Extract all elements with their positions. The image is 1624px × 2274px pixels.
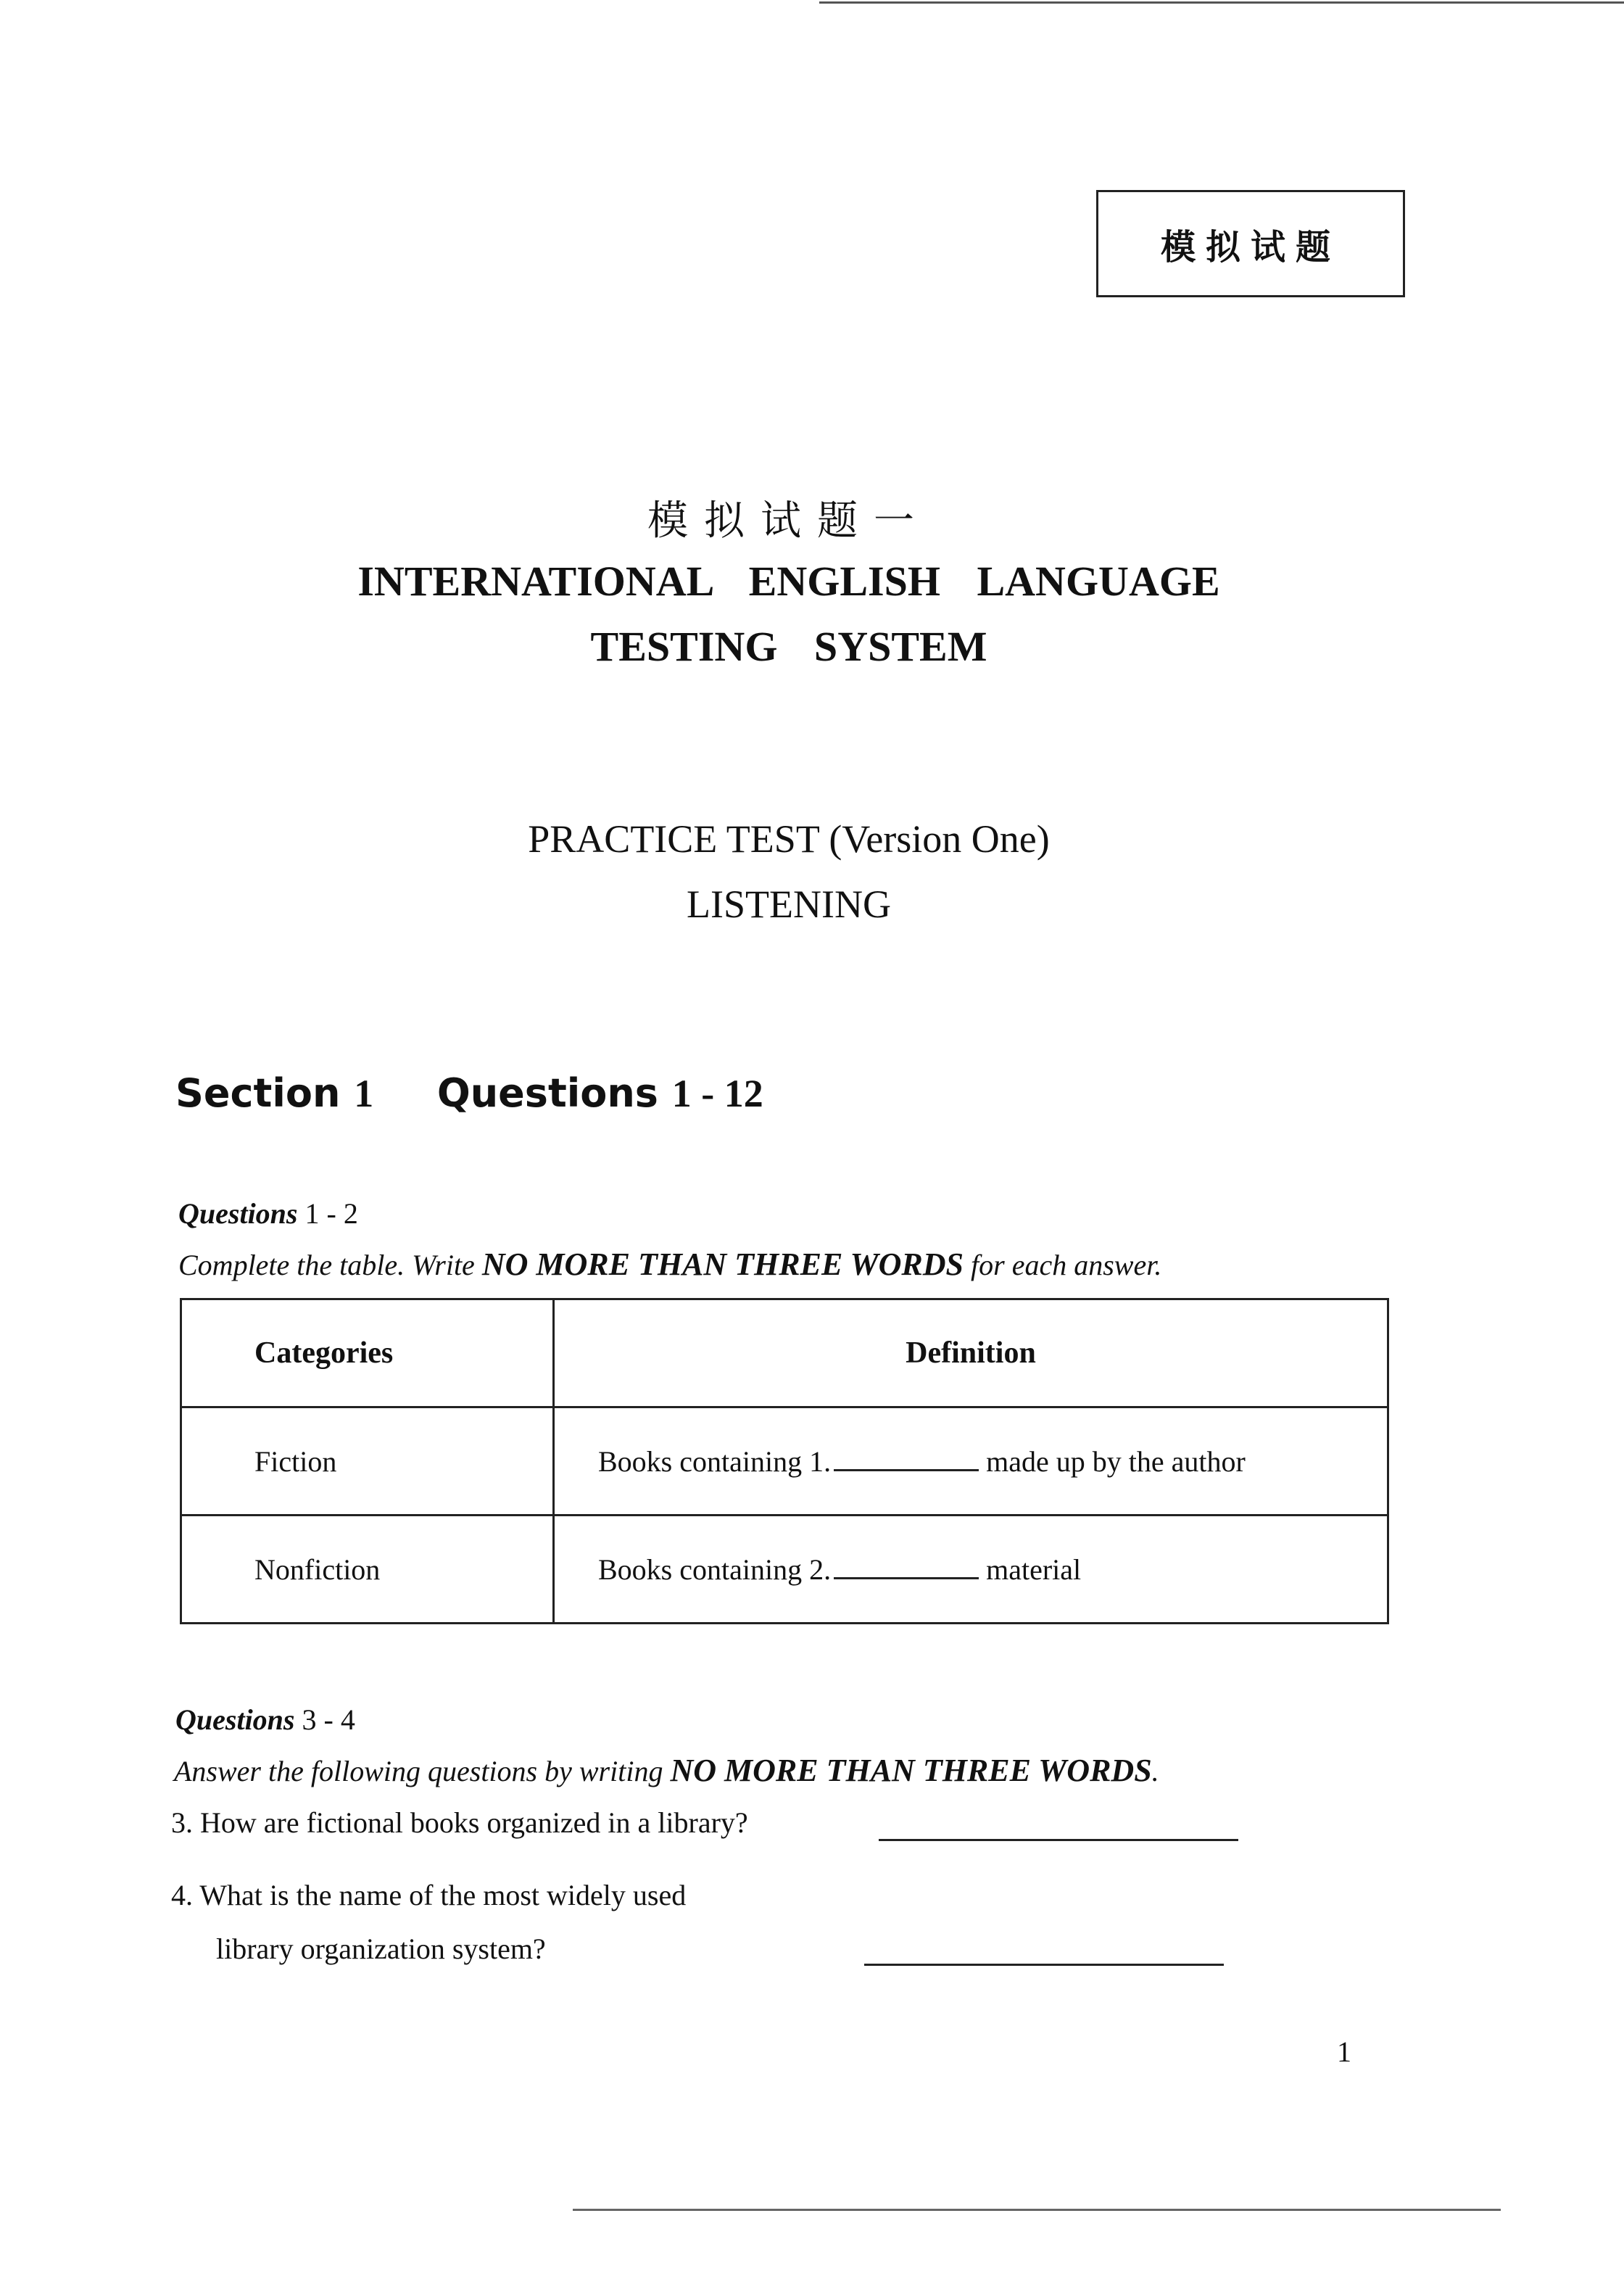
block2-label-word: Questions xyxy=(175,1703,295,1736)
block1-instruction-emph: NO MORE THAN THREE WORDS xyxy=(481,1246,964,1282)
subtitle-line1: PRACTICE TEST (Version One) xyxy=(528,817,1050,861)
answer-line-3[interactable] xyxy=(879,1839,1238,1841)
table-row xyxy=(181,1516,1388,1624)
section-questions-word: Questions xyxy=(436,1070,658,1116)
question-4-line1: 4. What is the name of the most widely used xyxy=(171,1879,687,1911)
block1-label xyxy=(178,1196,358,1231)
row-fiction-definition xyxy=(554,1407,1388,1516)
def2-post: material xyxy=(986,1552,1082,1586)
block2-instruction xyxy=(174,1752,1159,1789)
answer-blank-2[interactable] xyxy=(834,1554,979,1579)
header-definition: Definition xyxy=(554,1299,1388,1407)
def2-pre: Books containing 2. xyxy=(598,1552,832,1586)
chapter-label-box: 模拟试题 xyxy=(1096,190,1405,297)
block1-instruction-post: for each answer. xyxy=(964,1249,1162,1281)
row-nonfiction-category: Nonfiction xyxy=(181,1516,554,1624)
subtitle-line2: LISTENING xyxy=(687,882,891,926)
header-categories: Categories xyxy=(181,1299,554,1407)
block2-instruction-post: . xyxy=(1151,1755,1159,1787)
def1-post: made up by the author xyxy=(986,1444,1246,1478)
section-word: Section xyxy=(175,1070,341,1116)
section-range: 1 - 12 xyxy=(671,1072,763,1115)
answer-line-4[interactable] xyxy=(864,1964,1224,1966)
answer-blank-1[interactable] xyxy=(834,1446,979,1471)
block1-instruction xyxy=(178,1246,1161,1283)
block2-label xyxy=(175,1703,355,1737)
def1-pre: Books containing 1. xyxy=(598,1444,832,1478)
bottom-rule xyxy=(573,2209,1501,2211)
chinese-title: 模拟试题一 xyxy=(647,497,930,545)
question-4-line2: library organization system? xyxy=(216,1932,546,1965)
question-3: 3. How are fictional books organized in a library? xyxy=(171,1806,748,1839)
main-title-line1: INTERNATIONAL ENGLISH LANGUAGE xyxy=(357,558,1220,605)
row-nonfiction-definition xyxy=(554,1516,1388,1624)
section-heading xyxy=(175,1070,763,1116)
block2-label-range: 3 - 4 xyxy=(302,1703,355,1736)
block1-instruction-pre: Complete the table. Write xyxy=(178,1249,482,1281)
block2-instruction-emph: NO MORE THAN THREE WORDS xyxy=(670,1753,1152,1788)
main-title-line2: TESTING SYSTEM xyxy=(590,623,987,670)
table-header-row xyxy=(181,1299,1388,1407)
categories-table xyxy=(180,1298,1389,1624)
block1-label-word: Questions xyxy=(178,1197,298,1230)
block2-instruction-pre: Answer the following questions by writing xyxy=(174,1755,671,1787)
row-fiction-category: Fiction xyxy=(181,1407,554,1516)
table-row xyxy=(181,1407,1388,1516)
block1-label-range: 1 - 2 xyxy=(304,1197,358,1230)
page-number: 1 xyxy=(1337,2035,1351,2068)
top-rule xyxy=(819,1,1624,4)
section-number: 1 xyxy=(354,1072,374,1115)
